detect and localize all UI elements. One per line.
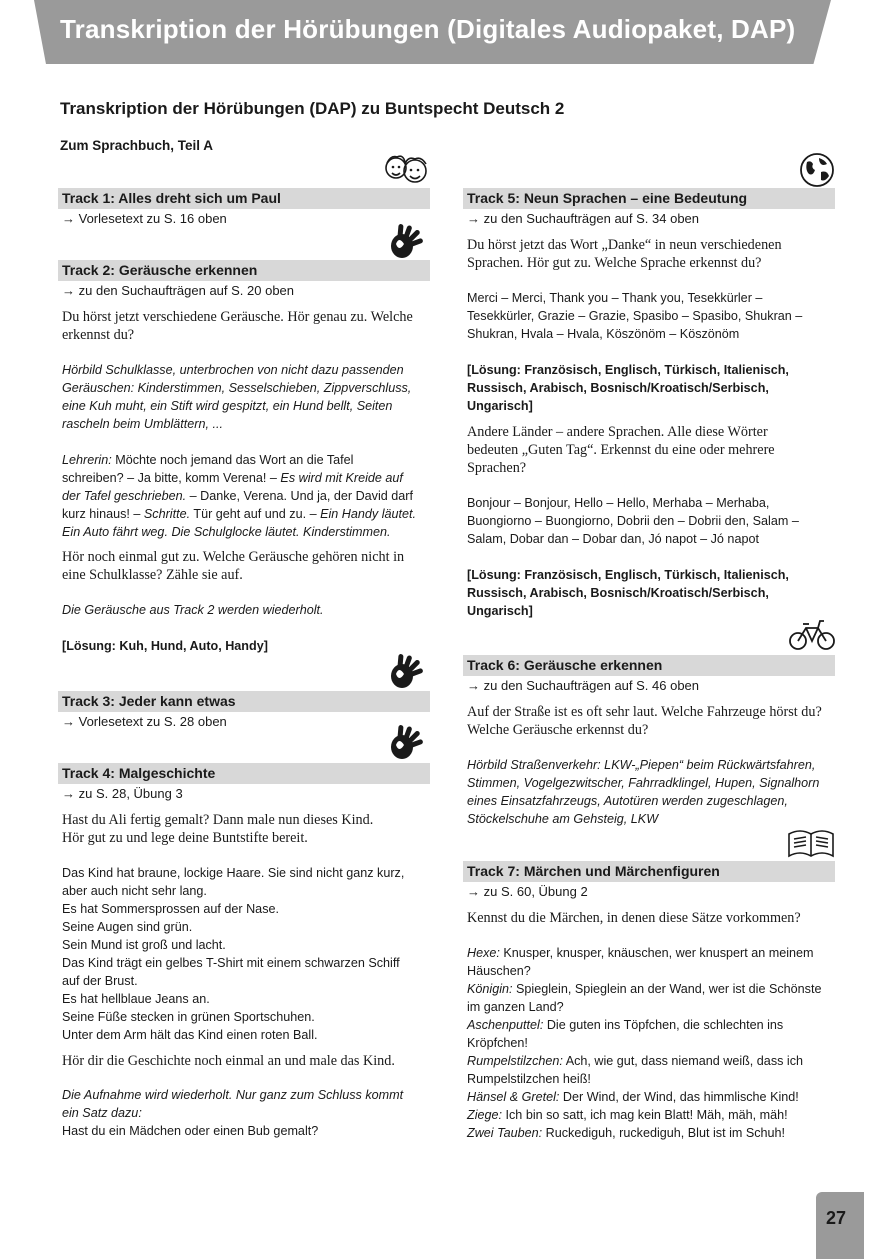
track-header: Track 4: Malgeschichte [58,763,430,784]
section-label: Zum Sprachbuch, Teil A [60,138,214,153]
track-reference: → zu S. 60, Übung 2 [467,884,588,899]
track-1 [58,188,430,226]
track-question: Andere Länder – andere Sprachen. Alle diese Wörter bedeuten „Guten Tag“. Erkennst du eine oder mehrere Sprachen? [467,424,775,476]
banner-title: Transkription der Hörübungen (Digitales Audiopaket, DAP) [60,14,796,44]
word-list: Merci – Merci, Thank you – Thank you, Tesekkürler – Tesekkürler, Grazie – Grazie, Spasibo – Spasibo, Shukran – Shukran, Hvala – Hvala, Köszönöm – Köszönöm [467,291,803,341]
track-7 [463,861,835,1142]
quote-line: Rumpelstilzchen: Ach, wie gut, dass niemand weiß, dass ich [467,1054,804,1068]
arrow-right-icon: → [62,786,75,801]
solution: [Lösung: Französisch, Englisch, Türkisch, Italienisch, Russisch, Arabisch, Bosnisch/Kroatisch/Serbisch, Ungarisch] [467,363,789,413]
word-list: Bonjour – Bonjour, Hello – Hello, Merhaba – Merhaba, Buongiorno – Buongiorno, Dobrii den – Dobrii den, Salam – Salam, Dobar dan – Dobar dan, Jó napot – Jó napot [467,496,799,546]
page-number: 27 [826,1208,847,1228]
fairy-tale-book-icon [786,826,836,860]
track-reference: → Vorlesetext zu S. 16 oben [62,211,227,226]
quote-line: Zwei Tauben: Ruckediguh, ruckediguh, Blut ist im Schuh! [467,1126,786,1140]
quote-line: Hexe: Knusper, knusper, knäuschen, wer knuspert an meinem [467,946,814,960]
repeat-note: Die Aufnahme wird wiederholt. Nur ganz zum Schluss kommt ein Satz dazu: Hast du ein Mädchen oder einen Bub gemalt? [62,1088,404,1138]
listen-hand-icon [389,222,431,260]
track-header: Track 1: Alles dreht sich um Paul [58,188,430,209]
track-reference: → zu S. 28, Übung 3 [62,786,183,801]
children-faces-icon [381,151,431,187]
arrow-right-icon: → [62,283,75,298]
listen-hand-icon [389,652,431,690]
audio-description: Hörbild Schulklasse, unterbrochen von nicht dazu passenden Geräuschen: Kinderstimmen, Sesselschieben, Zippverschluss, eine Kuh muht, ein Stift wird gespitzt, ein Hund bellt, Seiten rascheln beim Umblättern, ... [62,363,412,431]
track-question: Du hörst jetzt das Wort „Danke“ in neun verschiedenen Sprachen. Hör gut zu. Welche Sprache erkennst du? [467,237,782,271]
track-header: Track 2: Geräusche erkennen [58,260,430,281]
quote-line: Hänsel & Gretel: Der Wind, der Wind, das himmlische Kind! [467,1090,799,1104]
globe-icon [799,152,835,188]
quote-line: Aschenputtel: Die guten ins Töpfchen, die schlechten ins [467,1018,784,1032]
track-header: Track 6: Geräusche erkennen [463,655,835,676]
track-question: Kennst du die Märchen, in denen diese Sätze vorkommen? [467,910,801,926]
fairy-tale-quotes: Hexe: Knusper, knusper, knäuschen, wer knuspert an meinem Häuschen? Königin: Spieglein, Spieglein an der Wand, wer ist die Schönste im ganzen Land? Aschenputtel: Die guten ins Töpfchen, die schlechten ins Kröpfchen! Rumpelstilzchen: Ach, wie gut, dass niemand weiß, dass ich Rumpelstilzchen heiß! Hänsel & Gretel: Der Wind, der Wind, das himmlische Kind! Ziege: Ich bin so satt, ich mag kein Blatt! Mäh, mäh, mäh! Zwei Tauben: Ruckediguh, ruckediguh, Blut ist im Schuh! [463,944,835,1142]
track-2 [58,260,430,655]
teacher-dialogue: Lehrerin: Möchte noch jemand das Wort an die Tafel schreiben? – Ja bitte, komm Verena! – Es wird mit Kreide auf der Tafel geschrieben. – Danke, Verena. Und ja, der David darf kurz hinaus! – Schritte. Tür geht auf und zu. – Ein Handy läutet. Ein Auto fährt weg. Die Schulglocke läutet. Kinderstimmen. [62,453,417,539]
arrow-right-icon: → [467,884,480,899]
arrow-right-icon: → [467,678,480,693]
track-6 [463,655,835,828]
track-header: Track 3: Jeder kann etwas [58,691,430,712]
repeat-note: Die Geräusche aus Track 2 werden wiederholt. [62,603,324,617]
bicycle-icon [788,618,836,652]
track-question: Hör dir die Geschichte noch einmal an und male das Kind. [62,1053,395,1069]
track-reference: → zu den Suchaufträgen auf S. 20 oben [62,283,295,298]
audio-description: Hörbild Straßenverkehr: LKW-„Piepen“ beim Rückwärtsfahren, Stimmen, Vogelgezwitscher, Fahrradklingel, Hupen, Signalhorn eines Einsatzfahrzeugs, Autotüren werden zugeschlagen, Stöckelschuhe am Gehsteig, LKW [467,758,820,826]
track-question: Auf der Straße ist es oft sehr laut. Welche Fahrzeuge hörst du? Welche Geräusche erkennst du? [467,704,822,738]
track-header: Track 7: Märchen und Märchenfiguren [463,861,835,882]
track-question: Hör noch einmal gut zu. Welche Geräusche gehören nicht in eine Schulklasse? Zähle sie auf. [62,549,405,583]
track-header: Track 5: Neun Sprachen – eine Bedeutung [463,188,835,209]
solution: [Lösung: Französisch, Englisch, Türkisch, Italienisch, Russisch, Arabisch, Bosnisch/Kroatisch/Serbisch, Ungarisch] [467,568,789,618]
solution: [Lösung: Kuh, Hund, Auto, Handy] [62,639,268,653]
track-4 [58,763,430,1140]
quote-line: Königin: Spieglein, Spieglein an der Wand, wer ist die Schönste [467,982,822,996]
arrow-right-icon: → [467,211,480,226]
track-5 [463,188,835,620]
track-reference: → zu den Suchaufträgen auf S. 34 oben [467,211,700,226]
track-question: Hast du Ali fertig gemalt? Dann male nun dieses Kind. Hör gut zu und lege deine Buntstifte bereit. [62,812,374,846]
track-question: Du hörst jetzt verschiedene Geräusche. Hör genau zu. Welche erkennst du? [62,309,413,343]
track-3 [58,691,430,729]
track-reference: → Vorlesetext zu S. 28 oben [62,714,227,729]
arrow-right-icon: → [62,211,75,226]
story-text: Das Kind hat braune, lockige Haare. Sie sind nicht ganz kurz, aber auch nicht sehr lang. Es hat Sommersprossen auf der Nase. Seine Augen sind grün. Sein Mund ist groß und lacht. Das Kind trägt ein gelbes T-Shirt mit einem schwarzen Schiff auf der Brust. Es hat hellblaue Jeans an. Seine Füße stecken in grünen Sportschuhen. Unter dem Arm hält das Kind einen roten Ball. [62,866,405,1042]
document-title: Transkription der Hörübungen (DAP) zu Buntspecht Deutsch 2 [60,99,565,118]
arrow-right-icon: → [62,714,75,729]
track-reference: → zu den Suchaufträgen auf S. 46 oben [467,678,700,693]
quote-line: Ziege: Ich bin so satt, ich mag kein Blatt! Mäh, mäh, mäh! [467,1108,788,1122]
